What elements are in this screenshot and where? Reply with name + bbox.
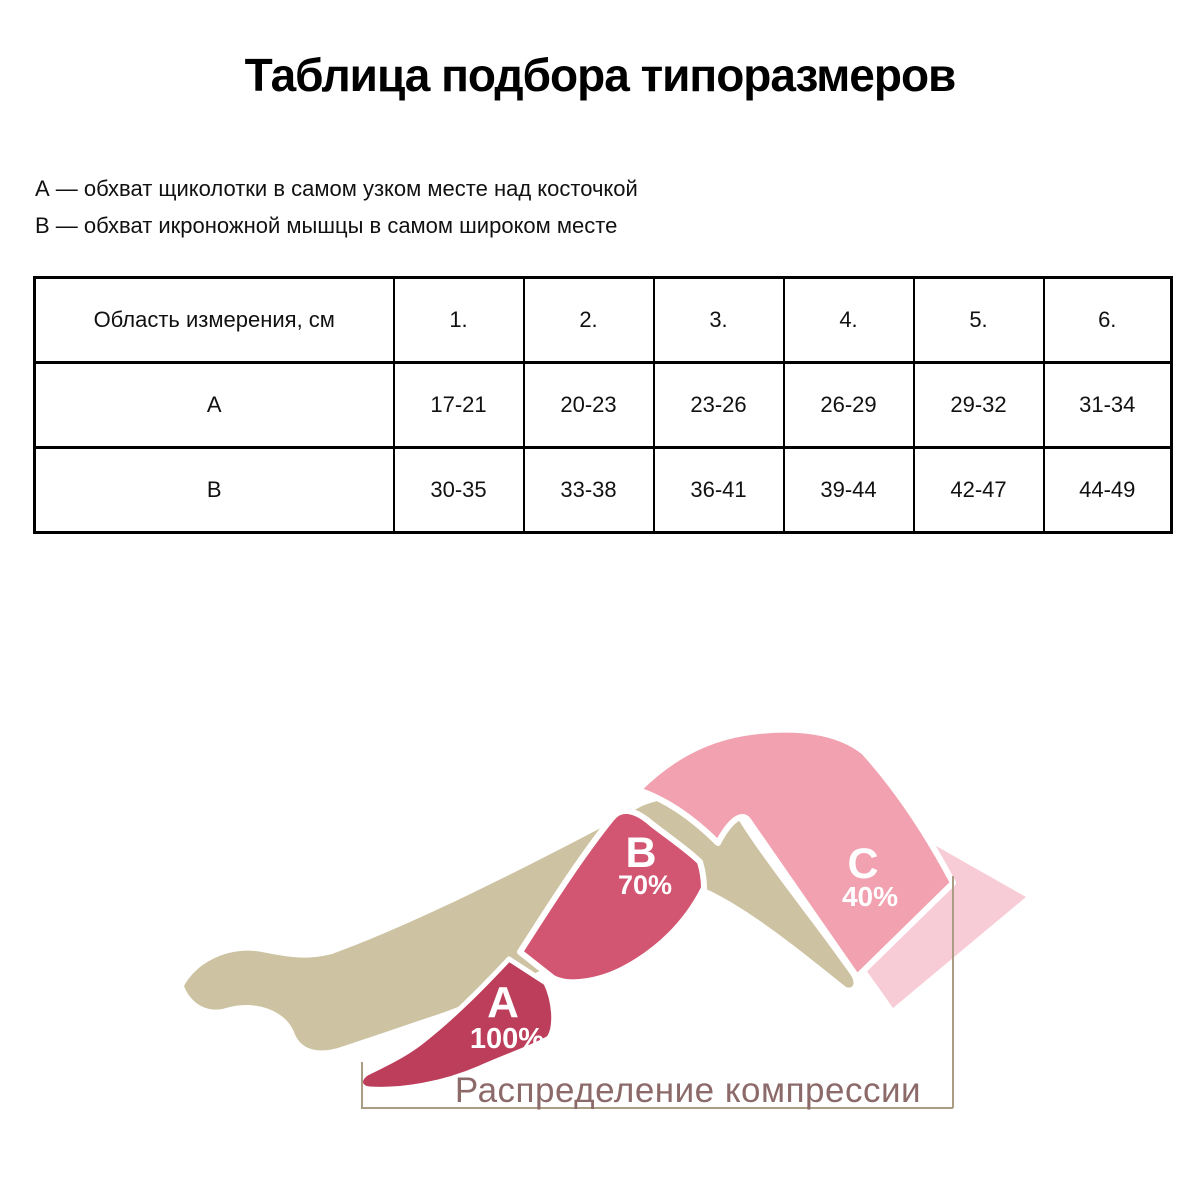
zone-b-letter: B (625, 829, 657, 877)
table-row-b (35, 448, 1172, 533)
header-cell-size-4: 4. (784, 278, 914, 363)
header-cell-size-6: 6. (1044, 278, 1172, 363)
size-table (33, 276, 1173, 534)
measurement-legend (35, 170, 638, 244)
cell-a-6: 31-34 (1044, 363, 1172, 448)
header-cell-size-3: 3. (654, 278, 784, 363)
cell-a-5: 29-32 (914, 363, 1044, 448)
legend-line-b: В — обхват икроножной мышцы в самом широком месте (35, 213, 618, 238)
diagram-caption: Распределение компрессии (454, 1071, 922, 1110)
cell-b-3: 36-41 (654, 448, 784, 533)
zone-b-percent: 70% (617, 870, 673, 900)
cell-b-4: 39-44 (784, 448, 914, 533)
header-cell-measure-area: Область измерения, см (35, 278, 394, 363)
table-row-a (35, 363, 1172, 448)
header-cell-size-5: 5. (914, 278, 1044, 363)
cell-b-5: 42-47 (914, 448, 1044, 533)
row-label-a: А (35, 363, 394, 448)
size-table-header-row (35, 278, 1172, 363)
cell-a-2: 20-23 (524, 363, 654, 448)
cell-b-6: 44-49 (1044, 448, 1172, 533)
compression-diagram (0, 680, 1200, 1200)
cell-b-1: 30-35 (394, 448, 524, 533)
legend-line-a: А — обхват щиколотки в самом узком месте над косточкой (35, 176, 638, 201)
cell-a-4: 26-29 (784, 363, 914, 448)
cell-a-1: 17-21 (394, 363, 524, 448)
zone-a-percent: 100% (469, 1023, 545, 1055)
cell-a-3: 23-26 (654, 363, 784, 448)
page-title: Таблица подбора типоразмеров (244, 49, 956, 101)
cell-b-2: 33-38 (524, 448, 654, 533)
zone-c-letter: C (847, 840, 879, 888)
header-cell-size-2: 2. (524, 278, 654, 363)
row-label-b: В (35, 448, 394, 533)
zone-a-letter: A (487, 978, 519, 1027)
header-cell-size-1: 1. (394, 278, 524, 363)
zone-c-percent: 40% (841, 881, 899, 912)
